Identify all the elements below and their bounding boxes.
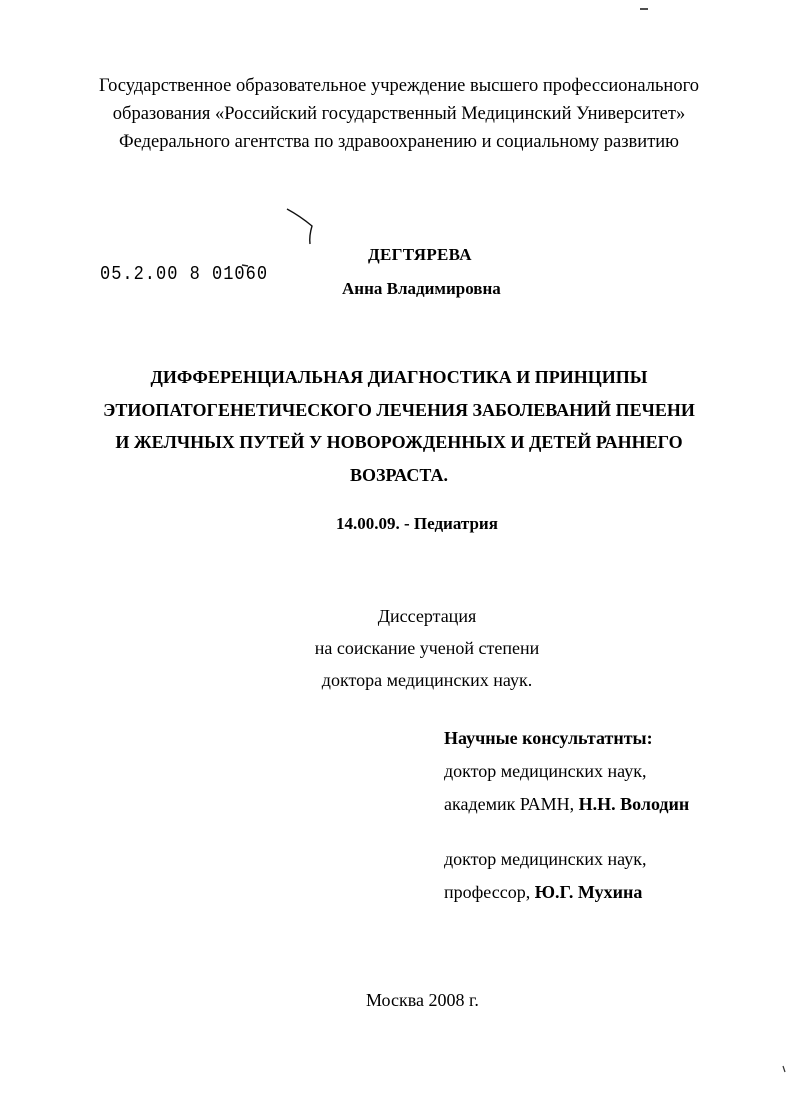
author-surname: ДЕГТЯРЕВА	[368, 245, 472, 264]
thesis-description	[227, 600, 627, 696]
specialty: 14.00.09. - Педиатрия	[336, 514, 498, 533]
title-line-3: И ЖЕЛЧНЫХ ПУТЕЙ У НОВОРОЖДЕННЫХ И ДЕТЕЙ РАННЕГО	[115, 432, 683, 452]
consultant-1-rank: академик РАМН,	[444, 794, 575, 814]
author-name: Анна Владимировна	[342, 279, 501, 298]
scan-speck-bottom	[783, 1066, 785, 1072]
consultant-2-degree: доктор медицинских наук,	[444, 849, 647, 869]
consultant-1-rank-name	[444, 788, 689, 821]
city-year: Москва 2008 г.	[366, 990, 479, 1010]
consultant-2-rank-name	[444, 876, 689, 909]
title-line-2: ЭТИОПАТОГЕНЕТИЧЕСКОГО ЛЕЧЕНИЯ ЗАБОЛЕВАНИЙ ПЕЧЕНИ	[103, 399, 695, 420]
institution-line-1: Государственное образовательное учреждение высшего профессионального	[99, 76, 699, 96]
title-line-4: ВОЗРАСТА.	[350, 464, 448, 485]
consultant-2-rank: профессор,	[444, 882, 531, 902]
institution-line-3: Федерального агентства по здравоохранению и социальному развитию	[118, 132, 679, 152]
title-line-1: ДИФФЕРЕНЦИАЛЬНАЯ ДИАГНОСТИКА И ПРИНЦИПЫ	[150, 367, 648, 387]
thesis-line-1: Диссертация	[377, 606, 477, 626]
dissertation-title	[0, 361, 798, 491]
consultants-heading: Научные консультатнты:	[444, 728, 653, 748]
consultant-1-name: Н.Н. Володин	[578, 794, 690, 814]
thesis-line-2: на соискание ученой степени	[314, 638, 540, 658]
consultant-1-degree: доктор медицинских наук,	[444, 761, 647, 781]
handwritten-mark	[287, 209, 312, 244]
institution-line-2: образования «Российский государственный Медицинский Университет»	[112, 104, 686, 124]
institution-header	[0, 72, 798, 156]
consultant-2-name: Ю.Г. Мухина	[534, 882, 643, 902]
thesis-line-3: доктора медицинских наук.	[321, 670, 533, 690]
stamp-code: 05.2.00 8 01060	[100, 264, 269, 286]
scientific-consultants	[444, 722, 689, 909]
